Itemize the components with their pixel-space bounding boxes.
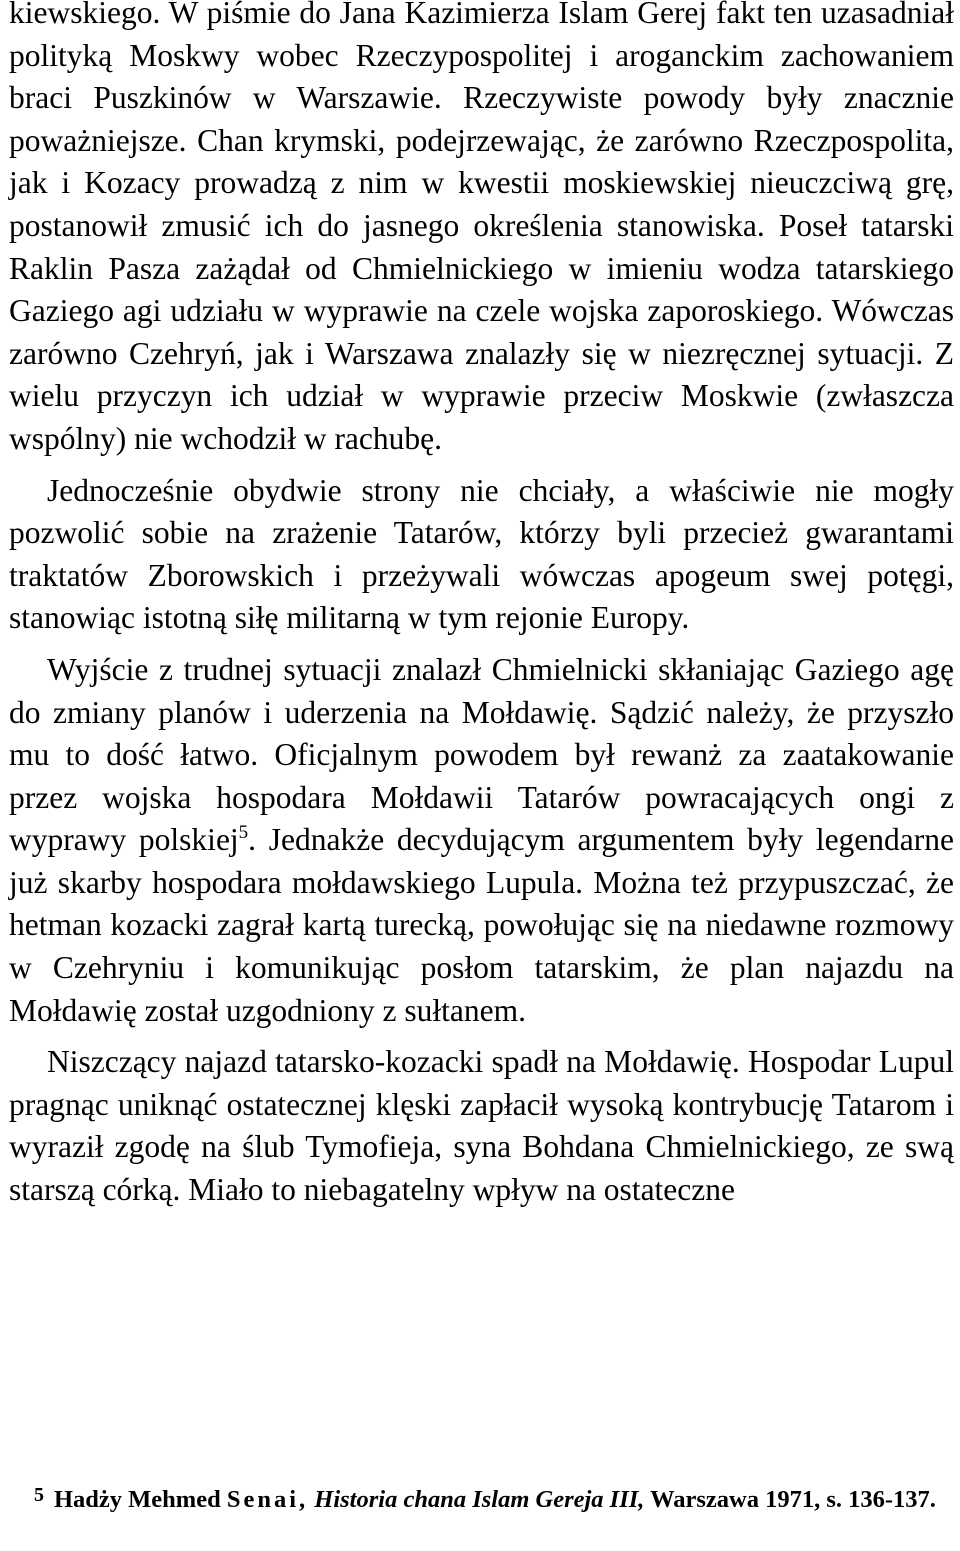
- paragraph-4: [9, 1041, 954, 1211]
- footnote-publication: Warszawa 1971, s. 136-137.: [650, 1486, 936, 1513]
- paragraph-1: [9, 0, 954, 461]
- paragraph-1-text: kiewskiego. W piśmie do Jana Kazimierza Islam Gerej fakt ten uzasadniał polityką Moskwy wobec Rzeczypospolitej i aroganckim zachowaniem braci Puszkinów w Warszawie. Rzeczywiste powody były znacznie poważniejsze. Chan krymski, podejrzewając, że zarówno Rzeczpospolita, jak i Kozacy prowadzą z nim w kwestii moskiewskiej nieuczciwą grę, postanowił zmusić ich do jasnego określenia stanowiska. Poseł tatarski Raklin Pasza zażądał od Chmielnickiego w imieniu wodza tatarskiego Gaziego agi udziału w wyprawie na czele wojska zaporoskiego. Wówczas zarówno Czehryń, jak i Warszawa znalazły się w niezręcznej sytuacji. Z wielu przyczyn ich udział w wyprawie przeciw Moskwie (zwłaszcza wspólny) nie wchodził w rachubę.: [9, 0, 954, 456]
- paragraph-3: [9, 649, 954, 1032]
- footnote-author-last: Senai,: [226, 1486, 309, 1513]
- footnote-title: Historia chana Islam Gereja III,: [314, 1486, 645, 1513]
- page-body: [9, 0, 954, 1212]
- paragraph-2: [9, 470, 954, 640]
- paragraph-4-text: Niszczący najazd tatarsko-kozacki spadł na Mołdawię. Hospodar Lupul pragnąc uniknąć ostatecznej klęski zapłacił wysoką kontrybucję Tatarom i wyraził zgodę na ślub Tymofieja, syna Bohdana Chmielnickiego, ze swą starszą córką. Miało to niebagatelny wpływ na ostateczne: [9, 1044, 954, 1208]
- paragraph-3-text-after: . Jednakże decydującym argumentem były legendarne już skarby hospodara mołdawskiego Lupula. Można też przypuszczać, że hetman kozacki zagrał kartą turecką, powołując się na niedawne rozmowy w Czehryniu i komunikując posłom tatarskim, że plan najazdu na Mołdawię został uzgodniony z sułtanem.: [9, 822, 954, 1028]
- paragraph-2-text: Jednocześnie obydwie strony nie chciały, a właściwie nie mogły pozwolić sobie na zrażenie Tatarów, którzy byli przecież gwarantami traktatów Zborowskich i przeżywali wówczas apogeum swej potęgi, stanowiąc istotną siłę militarną w tym rejonie Europy.: [9, 472, 954, 636]
- footnote: 5 Hadży Mehmed Senai, Historia chana Islam Gereja III, Warszawa 1971, s. 136-137.: [34, 1484, 936, 1513]
- footnote-author-first: Hadży Mehmed: [54, 1486, 221, 1513]
- paragraph-3-text-before: Wyjście z trudnej sytuacji znalazł Chmielnicki skłaniając Gaziego agę do zmiany planów i uderzenia na Mołdawię. Sądzić należy, że przyszło mu to dość łatwo. Oficjalnym powodem był rewanż za zaatakowanie przez wojska hospodara Mołdawii Tatarów powracających ongi z wyprawy polskiej: [9, 651, 954, 858]
- footnote-reference[interactable]: 5: [238, 822, 249, 844]
